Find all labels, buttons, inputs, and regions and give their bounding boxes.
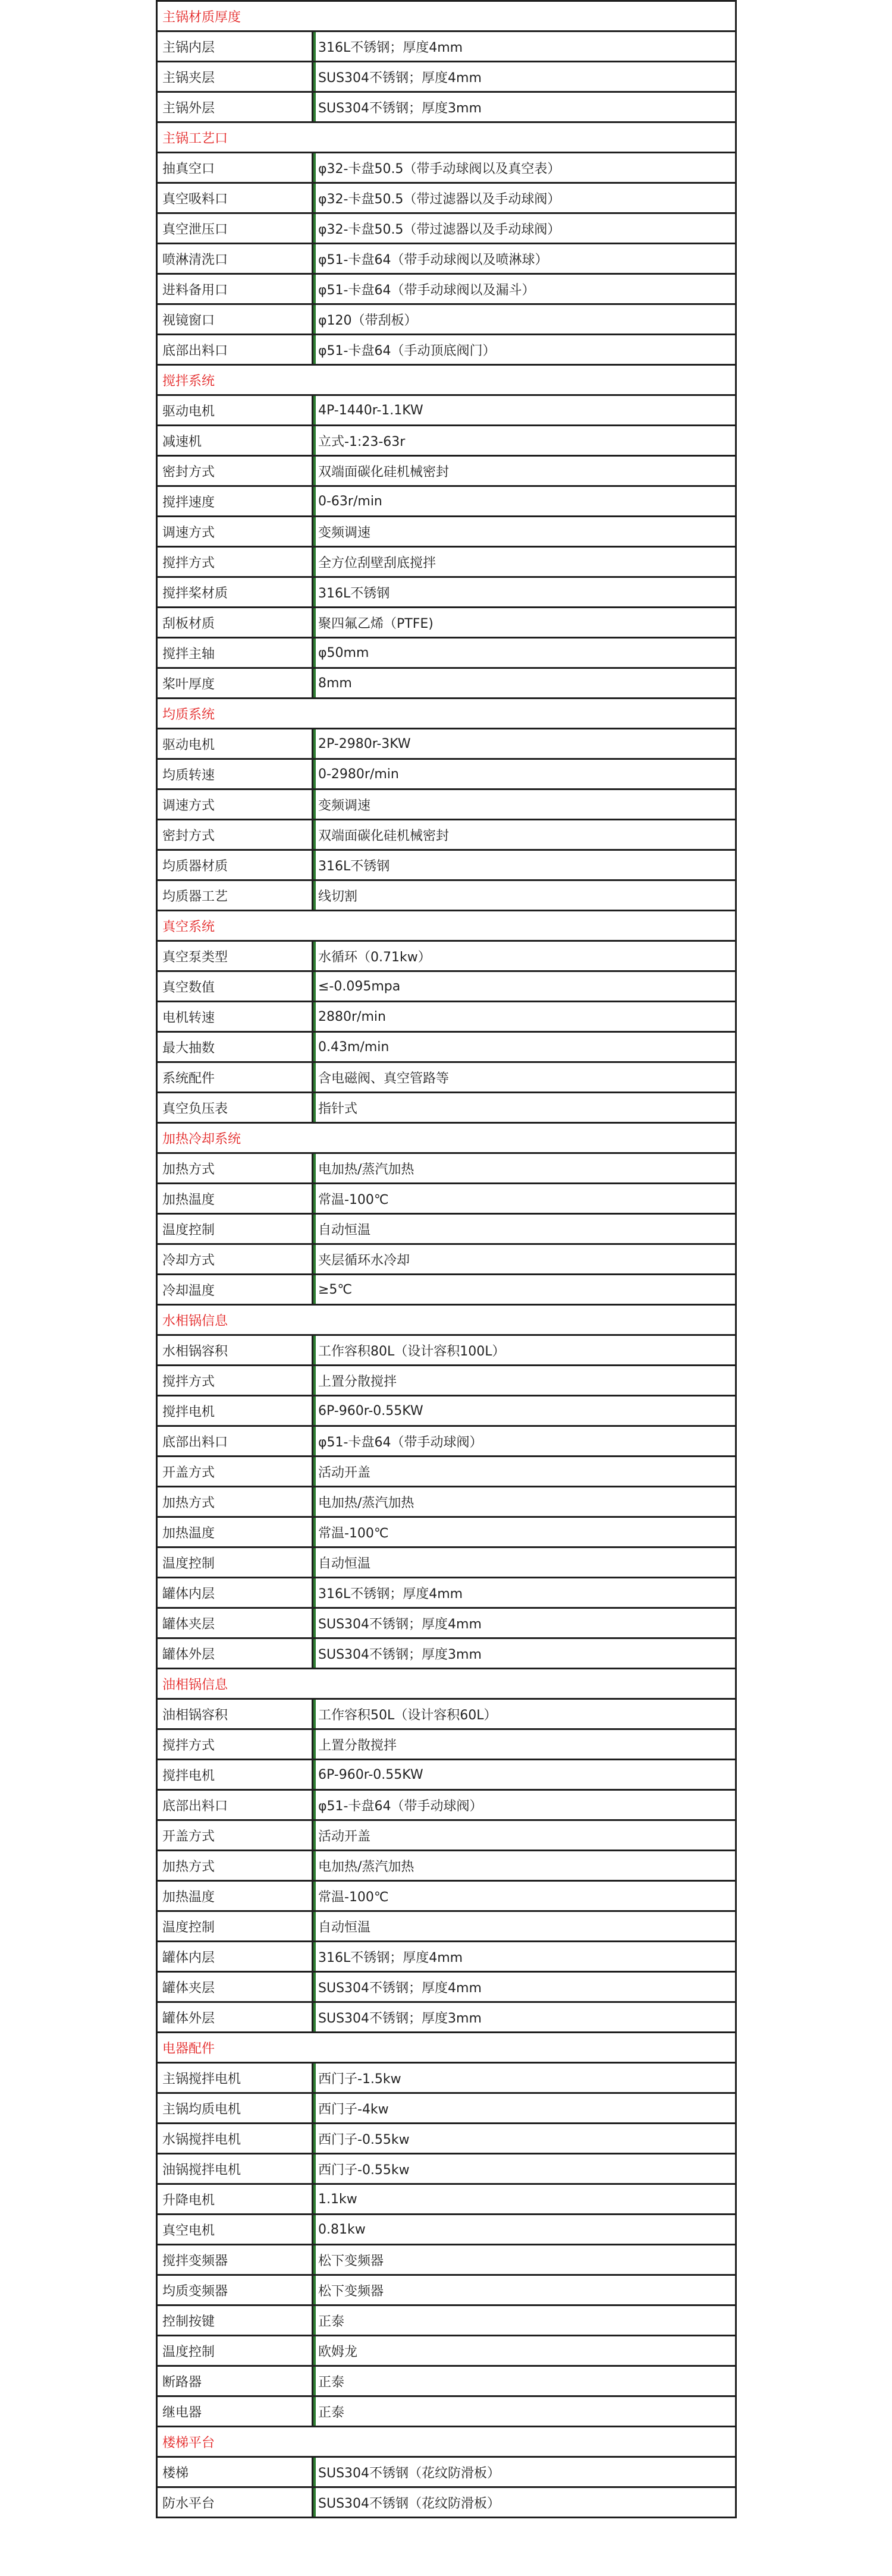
spec-value: 电加热/蒸汽加热 xyxy=(313,1153,736,1184)
spec-value: 工作容积80L（设计容积100L） xyxy=(313,1335,736,1366)
spec-value: 0.43m/min xyxy=(313,1032,736,1062)
spec-row xyxy=(157,971,736,1002)
spec-value: 常温-100℃ xyxy=(313,1517,736,1548)
spec-label: 搅拌方式 xyxy=(157,547,313,577)
spec-row xyxy=(157,486,736,517)
spec-row xyxy=(157,153,736,183)
spec-row xyxy=(157,2124,736,2154)
spec-label: 均质器材质 xyxy=(157,850,313,880)
spec-label: 调速方式 xyxy=(157,790,313,820)
spec-value: 电加热/蒸汽加热 xyxy=(313,1487,736,1517)
spec-value: 0.81kw xyxy=(313,2215,736,2245)
section-title: 楼梯平台 xyxy=(157,2427,736,2457)
spec-row xyxy=(157,62,736,92)
section-header xyxy=(157,1123,736,1153)
spec-value: φ32-卡盘50.5（带过滤器以及手动球阀） xyxy=(313,183,736,213)
spec-row xyxy=(157,2275,736,2305)
spec-row xyxy=(157,1153,736,1184)
section-title: 主锅工艺口 xyxy=(157,122,736,153)
spec-value: SUS304不锈钢（花纹防滑板） xyxy=(313,2457,736,2487)
spec-table xyxy=(156,0,737,2518)
spec-value: 2P-2980r-3KW xyxy=(313,729,736,759)
spec-label: 防水平台 xyxy=(157,2487,313,2518)
spec-row xyxy=(157,1820,736,1851)
spec-row xyxy=(157,790,736,820)
spec-label: 开盖方式 xyxy=(157,1457,313,1487)
spec-label: 均质转速 xyxy=(157,759,313,790)
spec-value: 活动开盖 xyxy=(313,1457,736,1487)
spec-value: 线切割 xyxy=(313,880,736,911)
spec-label: 桨叶厚度 xyxy=(157,668,313,699)
spec-value: 316L不锈钢 xyxy=(313,577,736,608)
spec-label: 搅拌电机 xyxy=(157,1760,313,1790)
spec-row xyxy=(157,668,736,699)
spec-value: 常温-100℃ xyxy=(313,1881,736,1911)
spec-label: 减速机 xyxy=(157,426,313,456)
spec-label: 搅拌电机 xyxy=(157,1396,313,1426)
spec-row xyxy=(157,2396,736,2427)
spec-value: 常温-100℃ xyxy=(313,1184,736,1214)
spec-value: φ51-卡盘64（带手动球阀） xyxy=(313,1790,736,1820)
spec-value: 双端面碳化硅机械密封 xyxy=(313,456,736,486)
spec-value: 正泰 xyxy=(313,2396,736,2427)
spec-value: 变频调速 xyxy=(313,517,736,547)
spec-value: φ51-卡盘64（手动顶底阀门） xyxy=(313,335,736,365)
spec-row xyxy=(157,517,736,547)
spec-value: 4P-1440r-1.1KW xyxy=(313,395,736,426)
spec-row xyxy=(157,1426,736,1457)
spec-row xyxy=(157,1457,736,1487)
spec-value: φ51-卡盘64（带手动球阀） xyxy=(313,1426,736,1457)
spec-value: 正泰 xyxy=(313,2366,736,2396)
spec-label: 视镜窗口 xyxy=(157,304,313,335)
spec-label: 主锅均质电机 xyxy=(157,2093,313,2124)
spec-label: 电机转速 xyxy=(157,1002,313,1032)
spec-row xyxy=(157,1942,736,1972)
spec-value: 电加热/蒸汽加热 xyxy=(313,1851,736,1881)
spec-value: 立式-1:23-63r xyxy=(313,426,736,456)
spec-label: 真空电机 xyxy=(157,2215,313,2245)
spec-label: 罐体夹层 xyxy=(157,1972,313,2002)
spec-value: φ50mm xyxy=(313,638,736,668)
spec-row xyxy=(157,2154,736,2184)
spec-row xyxy=(157,183,736,213)
spec-label: 主锅外层 xyxy=(157,92,313,122)
spec-row xyxy=(157,1517,736,1548)
section-header xyxy=(157,1305,736,1335)
spec-label: 底部出料口 xyxy=(157,335,313,365)
spec-value: SUS304不锈钢；厚度4mm xyxy=(313,1972,736,2002)
spec-value: 316L不锈钢；厚度4mm xyxy=(313,32,736,62)
spec-row xyxy=(157,1578,736,1608)
spec-value: 夹层循环水冷却 xyxy=(313,1244,736,1275)
section-header xyxy=(157,699,736,729)
spec-label: 罐体内层 xyxy=(157,1942,313,1972)
spec-label: 油相锅容积 xyxy=(157,1699,313,1729)
spec-value: 双端面碳化硅机械密封 xyxy=(313,820,736,850)
spec-label: 加热方式 xyxy=(157,1851,313,1881)
section-title: 油相锅信息 xyxy=(157,1669,736,1699)
spec-value: 316L不锈钢 xyxy=(313,850,736,880)
spec-label: 冷却方式 xyxy=(157,1244,313,1275)
spec-row xyxy=(157,1548,736,1578)
spec-value: 2880r/min xyxy=(313,1002,736,1032)
spec-row xyxy=(157,850,736,880)
spec-label: 开盖方式 xyxy=(157,1820,313,1851)
spec-value: 正泰 xyxy=(313,2305,736,2336)
spec-row xyxy=(157,1487,736,1517)
spec-row xyxy=(157,274,736,304)
spec-row xyxy=(157,1244,736,1275)
spec-value: 上置分散搅拌 xyxy=(313,1366,736,1396)
spec-row xyxy=(157,1699,736,1729)
spec-label: 加热温度 xyxy=(157,1517,313,1548)
spec-row xyxy=(157,1062,736,1093)
spec-value: 316L不锈钢；厚度4mm xyxy=(313,1578,736,1608)
spec-value: 工作容积50L（设计容积60L） xyxy=(313,1699,736,1729)
section-header xyxy=(157,911,736,941)
spec-row xyxy=(157,729,736,759)
spec-row xyxy=(157,1214,736,1244)
spec-label: 楼梯 xyxy=(157,2457,313,2487)
section-title: 主锅材质厚度 xyxy=(157,1,736,32)
spec-label: 真空泄压口 xyxy=(157,213,313,244)
section-title: 搅拌系统 xyxy=(157,365,736,395)
spec-value: SUS304不锈钢；厚度3mm xyxy=(313,2002,736,2033)
spec-value: 全方位刮壁刮底搅拌 xyxy=(313,547,736,577)
spec-row xyxy=(157,2063,736,2093)
spec-label: 油锅搅拌电机 xyxy=(157,2154,313,2184)
spec-row xyxy=(157,2487,736,2518)
spec-row xyxy=(157,213,736,244)
spec-label: 刮板材质 xyxy=(157,608,313,638)
spec-row xyxy=(157,547,736,577)
spec-row xyxy=(157,244,736,274)
spec-row xyxy=(157,1335,736,1366)
spec-row xyxy=(157,1093,736,1123)
spec-label: 喷淋清洗口 xyxy=(157,244,313,274)
spec-label: 主锅内层 xyxy=(157,32,313,62)
section-header xyxy=(157,365,736,395)
spec-label: 搅拌变频器 xyxy=(157,2245,313,2275)
spec-row xyxy=(157,456,736,486)
spec-value: φ120（带刮板） xyxy=(313,304,736,335)
spec-label: 系统配件 xyxy=(157,1062,313,1093)
section-header xyxy=(157,1669,736,1699)
spec-value: 上置分散搅拌 xyxy=(313,1729,736,1760)
spec-label: 驱动电机 xyxy=(157,729,313,759)
spec-label: 冷却温度 xyxy=(157,1275,313,1305)
spec-value: 0-63r/min xyxy=(313,486,736,517)
spec-value: 西门子-1.5kw xyxy=(313,2063,736,2093)
spec-value: φ32-卡盘50.5（带过滤器以及手动球阀） xyxy=(313,213,736,244)
spec-row xyxy=(157,1972,736,2002)
spec-row xyxy=(157,1032,736,1062)
spec-row xyxy=(157,638,736,668)
spec-label: 底部出料口 xyxy=(157,1426,313,1457)
spec-label: 真空负压表 xyxy=(157,1093,313,1123)
spec-value: ≤-0.095mpa xyxy=(313,971,736,1002)
spec-row xyxy=(157,2215,736,2245)
spec-row xyxy=(157,880,736,911)
spec-row xyxy=(157,1790,736,1820)
spec-label: 加热温度 xyxy=(157,1881,313,1911)
spec-label: 进料备用口 xyxy=(157,274,313,304)
spec-value: ≥5℃ xyxy=(313,1275,736,1305)
spec-label: 升降电机 xyxy=(157,2184,313,2215)
spec-label: 罐体夹层 xyxy=(157,1608,313,1638)
spec-label: 密封方式 xyxy=(157,456,313,486)
section-title: 水相锅信息 xyxy=(157,1305,736,1335)
spec-value: 活动开盖 xyxy=(313,1820,736,1851)
spec-row xyxy=(157,2305,736,2336)
spec-label: 均质器工艺 xyxy=(157,880,313,911)
spec-row xyxy=(157,759,736,790)
spec-row xyxy=(157,1760,736,1790)
spec-label: 调速方式 xyxy=(157,517,313,547)
spec-label: 搅拌速度 xyxy=(157,486,313,517)
spec-value: 8mm xyxy=(313,668,736,699)
spec-value: 水循环（0.71kw） xyxy=(313,941,736,971)
section-header xyxy=(157,2427,736,2457)
spec-label: 断路器 xyxy=(157,2366,313,2396)
spec-row xyxy=(157,820,736,850)
spec-row xyxy=(157,1851,736,1881)
spec-value: 自动恒温 xyxy=(313,1548,736,1578)
spec-label: 真空泵类型 xyxy=(157,941,313,971)
spec-value: SUS304不锈钢；厚度4mm xyxy=(313,62,736,92)
spec-value: SUS304不锈钢；厚度4mm xyxy=(313,1608,736,1638)
spec-label: 加热温度 xyxy=(157,1184,313,1214)
spec-value: φ51-卡盘64（带手动球阀以及喷淋球） xyxy=(313,244,736,274)
spec-value: 6P-960r-0.55KW xyxy=(313,1760,736,1790)
spec-label: 底部出料口 xyxy=(157,1790,313,1820)
spec-label: 驱动电机 xyxy=(157,395,313,426)
spec-label: 主锅夹层 xyxy=(157,62,313,92)
spec-label: 罐体内层 xyxy=(157,1578,313,1608)
spec-label: 搅拌方式 xyxy=(157,1729,313,1760)
section-title: 电器配件 xyxy=(157,2033,736,2063)
spec-label: 搅拌桨材质 xyxy=(157,577,313,608)
spec-value: 聚四氟乙烯（PTFE) xyxy=(313,608,736,638)
spec-label: 罐体外层 xyxy=(157,1638,313,1669)
spec-row xyxy=(157,1638,736,1669)
spec-row xyxy=(157,2366,736,2396)
spec-value: 自动恒温 xyxy=(313,1911,736,1942)
spec-value: SUS304不锈钢（花纹防滑板） xyxy=(313,2487,736,2518)
spec-row xyxy=(157,1608,736,1638)
spec-value: 松下变频器 xyxy=(313,2275,736,2305)
spec-label: 控制按键 xyxy=(157,2305,313,2336)
spec-row xyxy=(157,2093,736,2124)
spec-label: 最大抽数 xyxy=(157,1032,313,1062)
section-title: 加热冷却系统 xyxy=(157,1123,736,1153)
spec-table-body xyxy=(157,1,736,2518)
section-title: 均质系统 xyxy=(157,699,736,729)
spec-label: 罐体外层 xyxy=(157,2002,313,2033)
section-header xyxy=(157,2033,736,2063)
spec-value: 欧姆龙 xyxy=(313,2336,736,2366)
spec-value: 西门子-4kw xyxy=(313,2093,736,2124)
spec-row xyxy=(157,395,736,426)
section-title: 真空系统 xyxy=(157,911,736,941)
spec-row xyxy=(157,426,736,456)
spec-label: 密封方式 xyxy=(157,820,313,850)
spec-label: 主锅搅拌电机 xyxy=(157,2063,313,2093)
spec-row xyxy=(157,1002,736,1032)
spec-label: 继电器 xyxy=(157,2396,313,2427)
spec-value: 西门子-0.55kw xyxy=(313,2124,736,2154)
spec-label: 加热方式 xyxy=(157,1487,313,1517)
spec-label: 温度控制 xyxy=(157,1911,313,1942)
section-header xyxy=(157,122,736,153)
spec-value: SUS304不锈钢；厚度3mm xyxy=(313,92,736,122)
spec-row xyxy=(157,577,736,608)
spec-row xyxy=(157,1881,736,1911)
spec-row xyxy=(157,32,736,62)
spec-value: φ32-卡盘50.5（带手动球阀以及真空表） xyxy=(313,153,736,183)
spec-value: 自动恒温 xyxy=(313,1214,736,1244)
spec-value: SUS304不锈钢；厚度3mm xyxy=(313,1638,736,1669)
spec-value: 松下变频器 xyxy=(313,2245,736,2275)
spec-row xyxy=(157,1184,736,1214)
spec-row xyxy=(157,2245,736,2275)
spec-label: 加热方式 xyxy=(157,1153,313,1184)
spec-row xyxy=(157,92,736,122)
spec-label: 水锅搅拌电机 xyxy=(157,2124,313,2154)
spec-value: 西门子-0.55kw xyxy=(313,2154,736,2184)
spec-row xyxy=(157,335,736,365)
spec-label: 真空数值 xyxy=(157,971,313,1002)
spec-row xyxy=(157,2002,736,2033)
spec-label: 真空吸料口 xyxy=(157,183,313,213)
spec-label: 均质变频器 xyxy=(157,2275,313,2305)
spec-row xyxy=(157,941,736,971)
spec-label: 温度控制 xyxy=(157,1214,313,1244)
spec-row xyxy=(157,1729,736,1760)
spec-value: 6P-960r-0.55KW xyxy=(313,1396,736,1426)
spec-value: 0-2980r/min xyxy=(313,759,736,790)
spec-label: 温度控制 xyxy=(157,1548,313,1578)
spec-row xyxy=(157,1911,736,1942)
spec-row xyxy=(157,1366,736,1396)
spec-row xyxy=(157,608,736,638)
spec-value: 指针式 xyxy=(313,1093,736,1123)
spec-row xyxy=(157,2336,736,2366)
spec-label: 搅拌方式 xyxy=(157,1366,313,1396)
section-header xyxy=(157,1,736,32)
spec-value: 含电磁阀、真空管路等 xyxy=(313,1062,736,1093)
spec-row xyxy=(157,304,736,335)
spec-row xyxy=(157,1396,736,1426)
spec-label: 搅拌主轴 xyxy=(157,638,313,668)
spec-label: 水相锅容积 xyxy=(157,1335,313,1366)
spec-label: 抽真空口 xyxy=(157,153,313,183)
spec-row xyxy=(157,1275,736,1305)
spec-label: 温度控制 xyxy=(157,2336,313,2366)
spec-value: 1.1kw xyxy=(313,2184,736,2215)
spec-value: φ51-卡盘64（带手动球阀以及漏斗） xyxy=(313,274,736,304)
spec-row xyxy=(157,2457,736,2487)
spec-value: 变频调速 xyxy=(313,790,736,820)
spec-value: 316L不锈钢；厚度4mm xyxy=(313,1942,736,1972)
spec-row xyxy=(157,2184,736,2215)
